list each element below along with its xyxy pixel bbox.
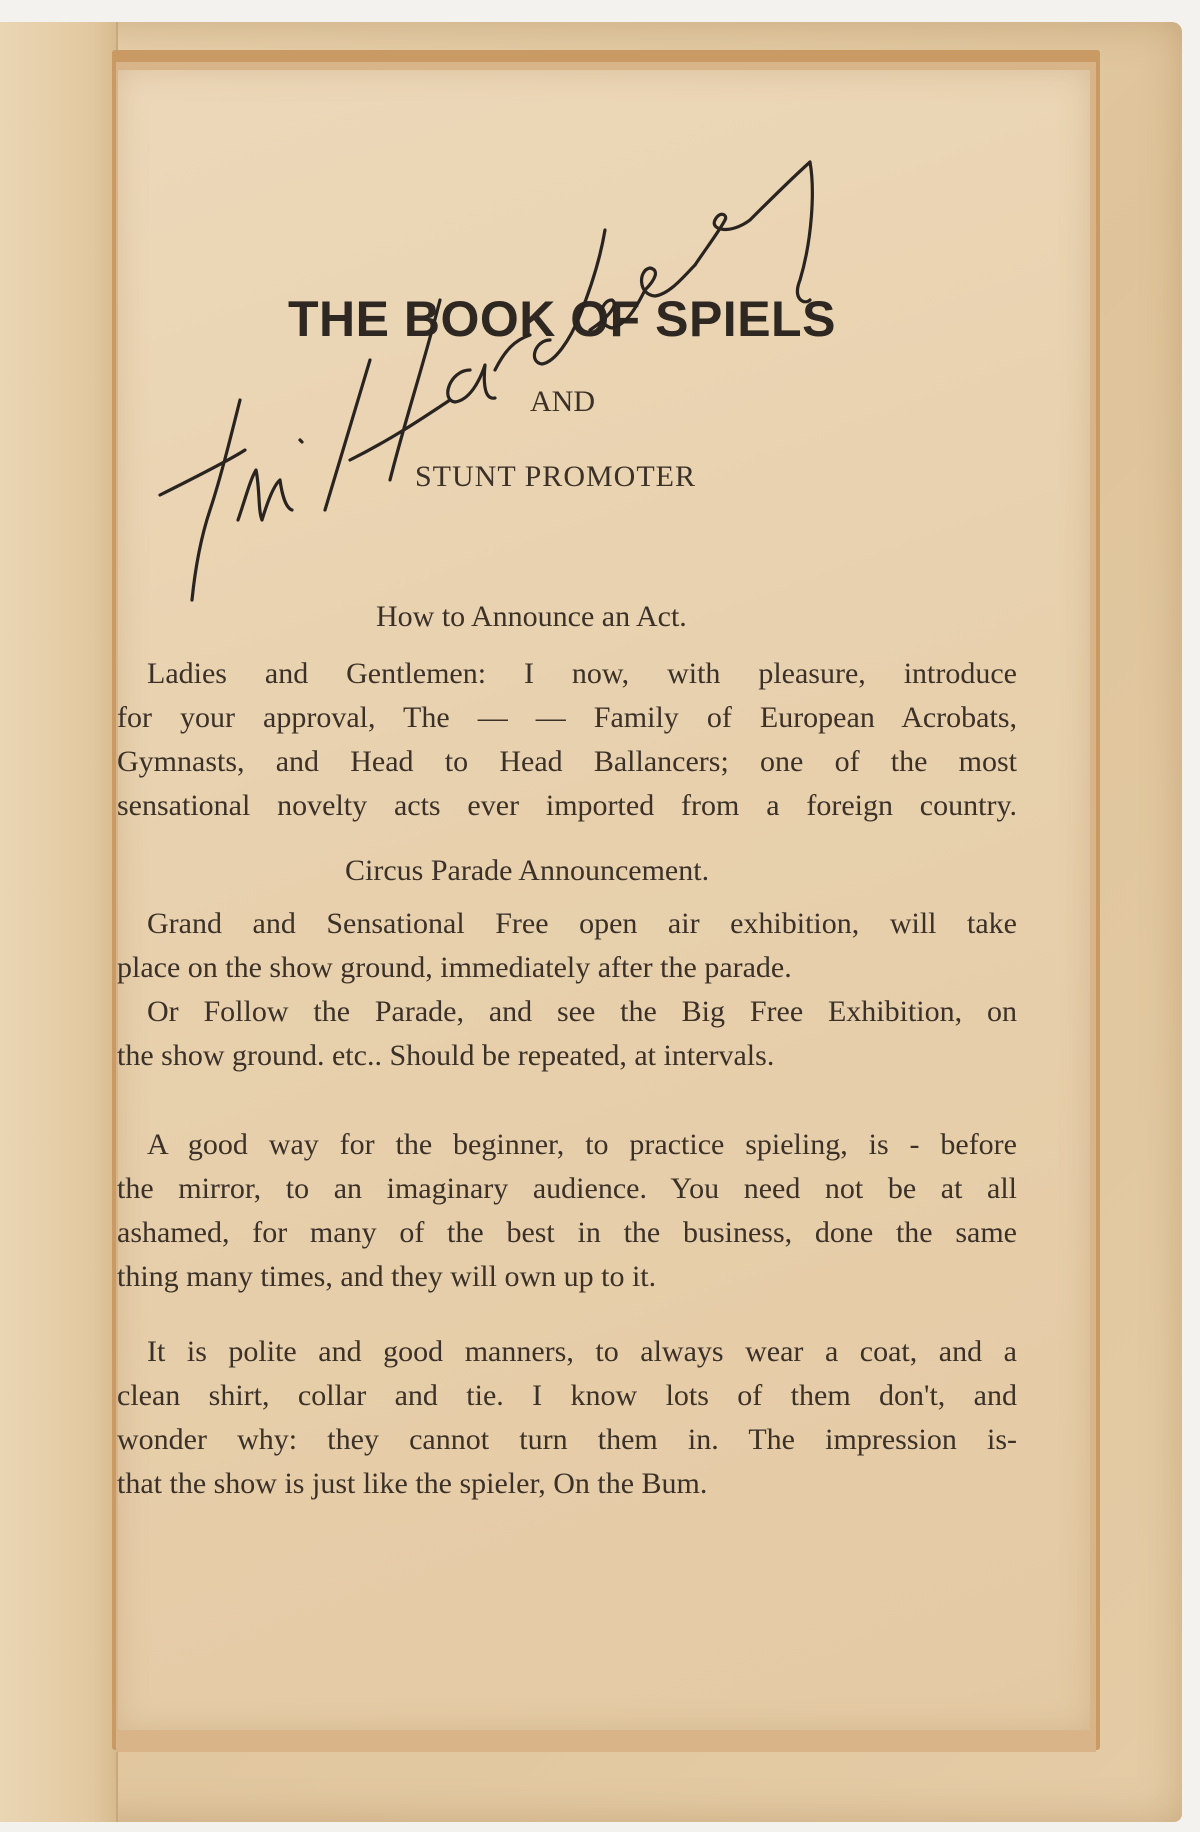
handwritten-signature xyxy=(150,100,850,620)
title-conjunction: AND xyxy=(530,385,595,418)
paragraph-line: wonder why: they cannot turn them in. The impression is- xyxy=(117,1423,1017,1456)
paragraph-line: sensational novelty acts ever imported from a foreign country. xyxy=(117,789,1017,822)
section-heading-announce-act: How to Announce an Act. xyxy=(376,600,687,633)
paragraph-line: the show ground. etc.. Should be repeated, at intervals. xyxy=(117,1039,775,1072)
paragraph-line: thing many times, and they will own up to it. xyxy=(117,1260,657,1293)
paragraph-line: the mirror, to an imaginary audience. You need not be at all xyxy=(117,1172,1017,1205)
paragraph-line: for your approval, The — — Family of European Acrobats, xyxy=(117,701,1017,734)
section-heading-circus-parade: Circus Parade Announcement. xyxy=(345,854,710,887)
book-subtitle: STUNT PROMOTER xyxy=(415,460,696,493)
paragraph-line: that the show is just like the spieler, On the Bum. xyxy=(117,1467,708,1500)
book-title: THE BOOK OF SPIELS xyxy=(288,291,836,347)
paragraph-line: A good way for the beginner, to practice spieling, is - before xyxy=(147,1128,1017,1161)
paragraph-line: Grand and Sensational Free open air exhibition, will take xyxy=(147,907,1017,940)
paragraph-good-manners xyxy=(117,1330,1017,1506)
paragraph-line: Ladies and Gentlemen: I now, with pleasure, introduce xyxy=(147,657,1017,690)
paragraph-line: ashamed, for many of the best in the business, done the same xyxy=(117,1216,1017,1249)
cover-spine-flap xyxy=(0,22,118,1822)
paragraph-line: Or Follow the Parade, and see the Big Free Exhibition, on xyxy=(147,995,1017,1028)
paragraph-circus-parade xyxy=(117,902,1017,1078)
paragraph-line: Gymnasts, and Head to Head Ballancers; one of the most xyxy=(117,745,1017,778)
paragraph-line: It is polite and good manners, to always wear a coat, and a xyxy=(147,1335,1017,1368)
paragraph-line: place on the show ground, immediately after the parade. xyxy=(117,951,792,984)
paragraph-announce-act xyxy=(117,652,1017,828)
paragraph-practice-spieling xyxy=(117,1123,1017,1299)
paragraph-line: clean shirt, collar and tie. I know lots of them don't, and xyxy=(117,1379,1017,1412)
